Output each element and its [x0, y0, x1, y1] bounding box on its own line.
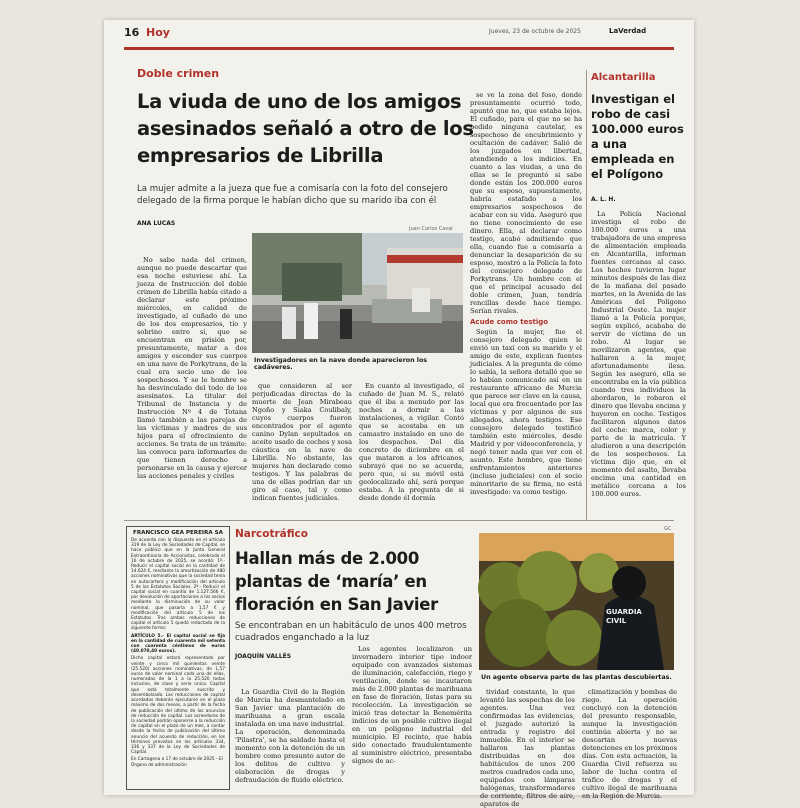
notice-title: FRANCISCO GEA PEREIRA SA — [133, 530, 223, 536]
story3-standfirst: Se encontraban en un habitáculo de unos 400 metros cuadrados enganchado a la luz — [235, 621, 467, 643]
story3-column-3: tividad constante, lo que levantó las sospechas de los agentes. Una vez confirmadas las evidencias, el juzgado autorizó la entrada y registro del inmueble. En el interior se hallaron las plantas distribuidas en dos habitáculos de unos 200 metros cuadrados cada uno, equipados con lámparas halógenas, transformadores de corriente, filtros de aire, aparatos de — [480, 688, 575, 808]
story2-byline: A. L. H. — [591, 196, 616, 203]
story3-caption: Un agente observa parte de las plantas descubiertas. — [481, 674, 672, 681]
guardia-civil-badge: GUARDIA CIVIL — [606, 608, 642, 625]
newspaper-page — [104, 20, 694, 808]
story1-column-4: se ve la zona del foso, donde presuntamente ocurrió todo, apuntó que no, que estaba lejos. El cuñado, para el que no se ha pedido ninguna cautelar, es sospechoso de encubrimiento y ocultación de cadáver. Salió de los juzgados en libertad, atendiendo a los indicios. En cuanto a las viudas, a una de ellas se le preguntó si sabe donde están los 200.000 euros que su esposo, supuestamente, habría estafado a los empresarios sospechosos de acabar con su vida. Aseguró que no tiene conocimiento de ese dinero. Ella, al declarar como testigo, acabó admitiendo que ella, cuando fue a comisaría a denunciar la desaparición de su esposo, mostró a la Policía la foto del consejero delegado de Porkytrans. Un hombre con el que el principal acusado del doble crimen, Juan, tendría rencillas desde hace tiempo. Serían rivales. Acude como testigo Según la mujer, fue el consejero delegado quien le envió un taxi con su marido y el amigo de este, explican fuentes judiciales. A la pregunta de cómo lo sabía, la señora detalló que se lo habían comunicado así en un restaurante africano de Murcia que parece ser clave en la causa, local que era frecuentado por las víctimas y por algunos de sus allegados, ahora testigos. Ese consejero delegado testificó también este miércoles, desde Madrid y por videoconferencia, y negó tener nada que ver con el asunto. Este hombre, que tiene enfrentamientos anteriores (incluso judiciales) con el socio minoritario de su firma, no está investigado: va como testigo. — [470, 91, 583, 496]
story1-column-2: que consideren al ser perjudicadas directas de la muerte de Jean Mirabeau Ngoño y Siaka Coulibaly, cuyos cuerpos fueron encontrados por el agente canino Dylan sepultados en aceite usado de coches y sosa cáustica en la nave de Librilla. No obstante, las mujeres han declarado como testigos. Y las palabras de una de ellas podrían dar un giro al caso, tal y como indican fuentes judiciales. — [252, 382, 352, 502]
story1-caption: Investigadores en la nave donde aparecieron los cadáveres. — [254, 357, 428, 371]
column-separator — [586, 70, 587, 520]
story1-photo-credit: Juan Carlos Caval — [409, 226, 453, 232]
story1-headline: La viuda de uno de los amigos asesinados señaló a otro de los empresarios de Librilla — [137, 90, 474, 167]
paper-name: LaVerdad — [609, 27, 647, 35]
issue-date: Jueves, 23 de octubre de 2025 — [489, 28, 581, 35]
marijuana-plants-illustration — [479, 533, 674, 670]
notice-article: ARTÍCULO 5.- El capital social se fija en la cantidad de cuarenta mil setenta con cuarenta céntimos de euros (40.070,40 euros). — [131, 633, 225, 655]
notice-rest: Dicho capital estará representado por veinte y cinco mil quinientas veinte (25.520) acciones nominativas, de 1,57 euros de valor nominal cada una de ellas, numeradas de la 1 a la 25.520 todas inclusive, de clase y serie única. Capital que está totalmente suscrito y desembolsado. Las reducciones de capital acordadas deberán ejecutarse en el plazo máximo de dos meses, a partir de la fecha de publicación del último de los anuncios de reducción de capital. Los acreedores de la sociedad podrán oponerse a la reducción de capital en el plazo de un mes, a contar desde la fecha de publicación del último anuncio del acuerdo de reducción, en los términos previstos en los artículos 334, 336 y 337 de la Ley de Sociedades de Capital. — [131, 656, 225, 756]
section-divider — [124, 520, 674, 521]
story3-photo — [479, 533, 674, 670]
notice-signature: En Cartagena a 17 de octubre de 2025 - El Órgano de administración — [131, 757, 223, 768]
section-name: Hoy — [146, 26, 170, 39]
story1-column-3: En cuanto al investigado, el cuñado de Juan M. S., relató que él iba a menudo por las noches a dormir a las instalaciones, a vigilar. Contó que se acostaba en un camastro instalado en uno de los despachos. Del día concreto de diciembre en el que mataron a los africanos, subrayó que no se acuerda, pero que, si su móvil está geolocalizado ahí, será porque estaba. A la pregunta de si desde donde él dormía — [359, 382, 464, 502]
story2-headline: Investigan el robo de casi 100.000 euros a una empleada en el Polígono — [591, 92, 684, 181]
legal-notice — [126, 526, 230, 790]
story3-column-4: climatización y bombas de riego. La operación concluyó con la detención del presunto responsable, aunque la investigación continúa abierta y no se descartan nuevas detenciones en los próximos días. Con esta actuación, la Guardia Civil refuerza su labor de lucha contra el tráfico de drogas y el cultivo ilegal de marihuana en la Región de Murcia. — [582, 688, 677, 800]
story3-headline: Hallan más de 2.000 plantas de ‘maría’ en floración en San Javier — [235, 549, 439, 614]
crime-scene-photo-illustration — [252, 233, 463, 353]
story2-kicker: Alcantarilla — [591, 72, 656, 83]
story2-body: La Policía Nacional investiga el robo de 100.000 euros a una trabajadora de una empresa de alimentación empleada en Alcantarilla, informan fuentes cercanas al caso. Los hechos tuvieron lugar minutos después de las diez de la mañana del pasado martes, en la Avenida de las Américas del Polígono Industrial Oeste. La mujer llamó a la Policía porque, según explicó, acababa de servir de víctima de un robo. Al lugar se movilizaron agentes, que hallaron a la mujer, afortunadamente ilesa. Según les aseguró, ella se encontraba en la vía pública cuando tres individuos la abordaron, le robaron el dinero que llevaba encima y huyeron en coche. Testigos facilitaron algunos datos del coche: marca, color y parte de la matrícula. Y aludieron a una descripción de los sospechosos. La víctima dijo que, en el momento del asalto, llevaba encima una cantidad en metálico cercana a los 100.000 euros. — [591, 210, 686, 498]
page-number: 16 — [124, 26, 140, 39]
masthead-rule — [124, 47, 674, 50]
story1-subhead: Acude como testigo — [470, 318, 549, 326]
story3-kicker: Narcotráfico — [235, 528, 308, 540]
story3-column-2: Los agentes localizaron un invernadero interior tipo indoor equipado con avanzados sistemas de iluminación, calefacción, riego y ventilación, donde se incautaron más de 2.000 plantas de marihuana en fase de floración, listas para su recolección. La investigación se inició tras detectar la Benemérita indicios de un posible cultivo ilegal en un polígono industrial del municipio. El recinto, que había sido conectado fraudulentamente al suministro eléctrico, presentaba signos de ac- — [352, 645, 472, 765]
story3-column-1: La Guardia Civil de la Región de Murcia ha desmantelado en San Javier una plantación de marihuana a gran escala instalada en una nave industrial. La operación, denominada 'Pilastra', se ha saldado hasta el momento con la detención de un hombre como presunto autor de los delitos de cultivo y elaboración de drogas y defraudación de fluido eléctrico. — [235, 688, 345, 784]
story1-photo — [252, 233, 463, 353]
notice-body: De acuerdo con lo dispuesto en el artículo 319 de la Ley de Sociedades de Capital, se hace público que en la Junta General Extraordinaria de Accionistas, celebrada el 16 de octubre de 2025, se acordó: 1º.- Reducir el capital social en la cantidad de 14.624 €, mediante la amortización de 480 acciones nominativas que la sociedad tenía en autocartera y modificación del artículo 5 de los Estatutos Sociales. 2º.- Reducir el capital social en cuantía de 1.127.566 €, por devolución de aportaciones a los socios mediante la disminución de su valor nominal, que pasaría a 1,57 € y modificación del artículo 5 de los Estatutos. Tras ambas reducciones de capital el artículo 5 quedó redactado de la siguiente forma: — [131, 538, 225, 632]
story1-standfirst: La mujer admite a la jueza que fue a comisaría con la foto del consejero delegado de la firma porque le habían dicho que su marido iba con él — [137, 184, 448, 206]
story1-kicker: Doble crimen — [137, 67, 220, 80]
story3-byline: JOAQUÍN VALLÉS — [235, 653, 292, 660]
story3-photo-credit: GC — [664, 526, 672, 532]
story1-byline: ANA LUCAS — [137, 220, 176, 227]
story1-column-1: No sabe nada del crimen, aunque no puede descartar que esa noche estuviese ahí. La jueza de Instrucción del doble crimen de Librilla había citado a declarar este próximo miércoles, en calidad de investigado, al cuñado de uno de los dos empresarios, tío y sobrino entre sí, que se encuentran en prisión por, presuntamente, matar a dos amigos y esconder sus cuerpos en una nave de Porkytrans, de la cual era socio uno de los sospechosos. Y se le hombre se ha desvinculado del todo de los asesinatos. La titular del Tribunal de Instancia y de Instrucción Nº 4 de Totana llamó también a las parejas de las víctimas y madres de sus hijos para el ofrecimiento de acciones. Se trata de un trámite: las convoca para informarles de que tienen derecho a personarse en la causa y ejercer las acciones penales y civiles — [137, 256, 247, 480]
